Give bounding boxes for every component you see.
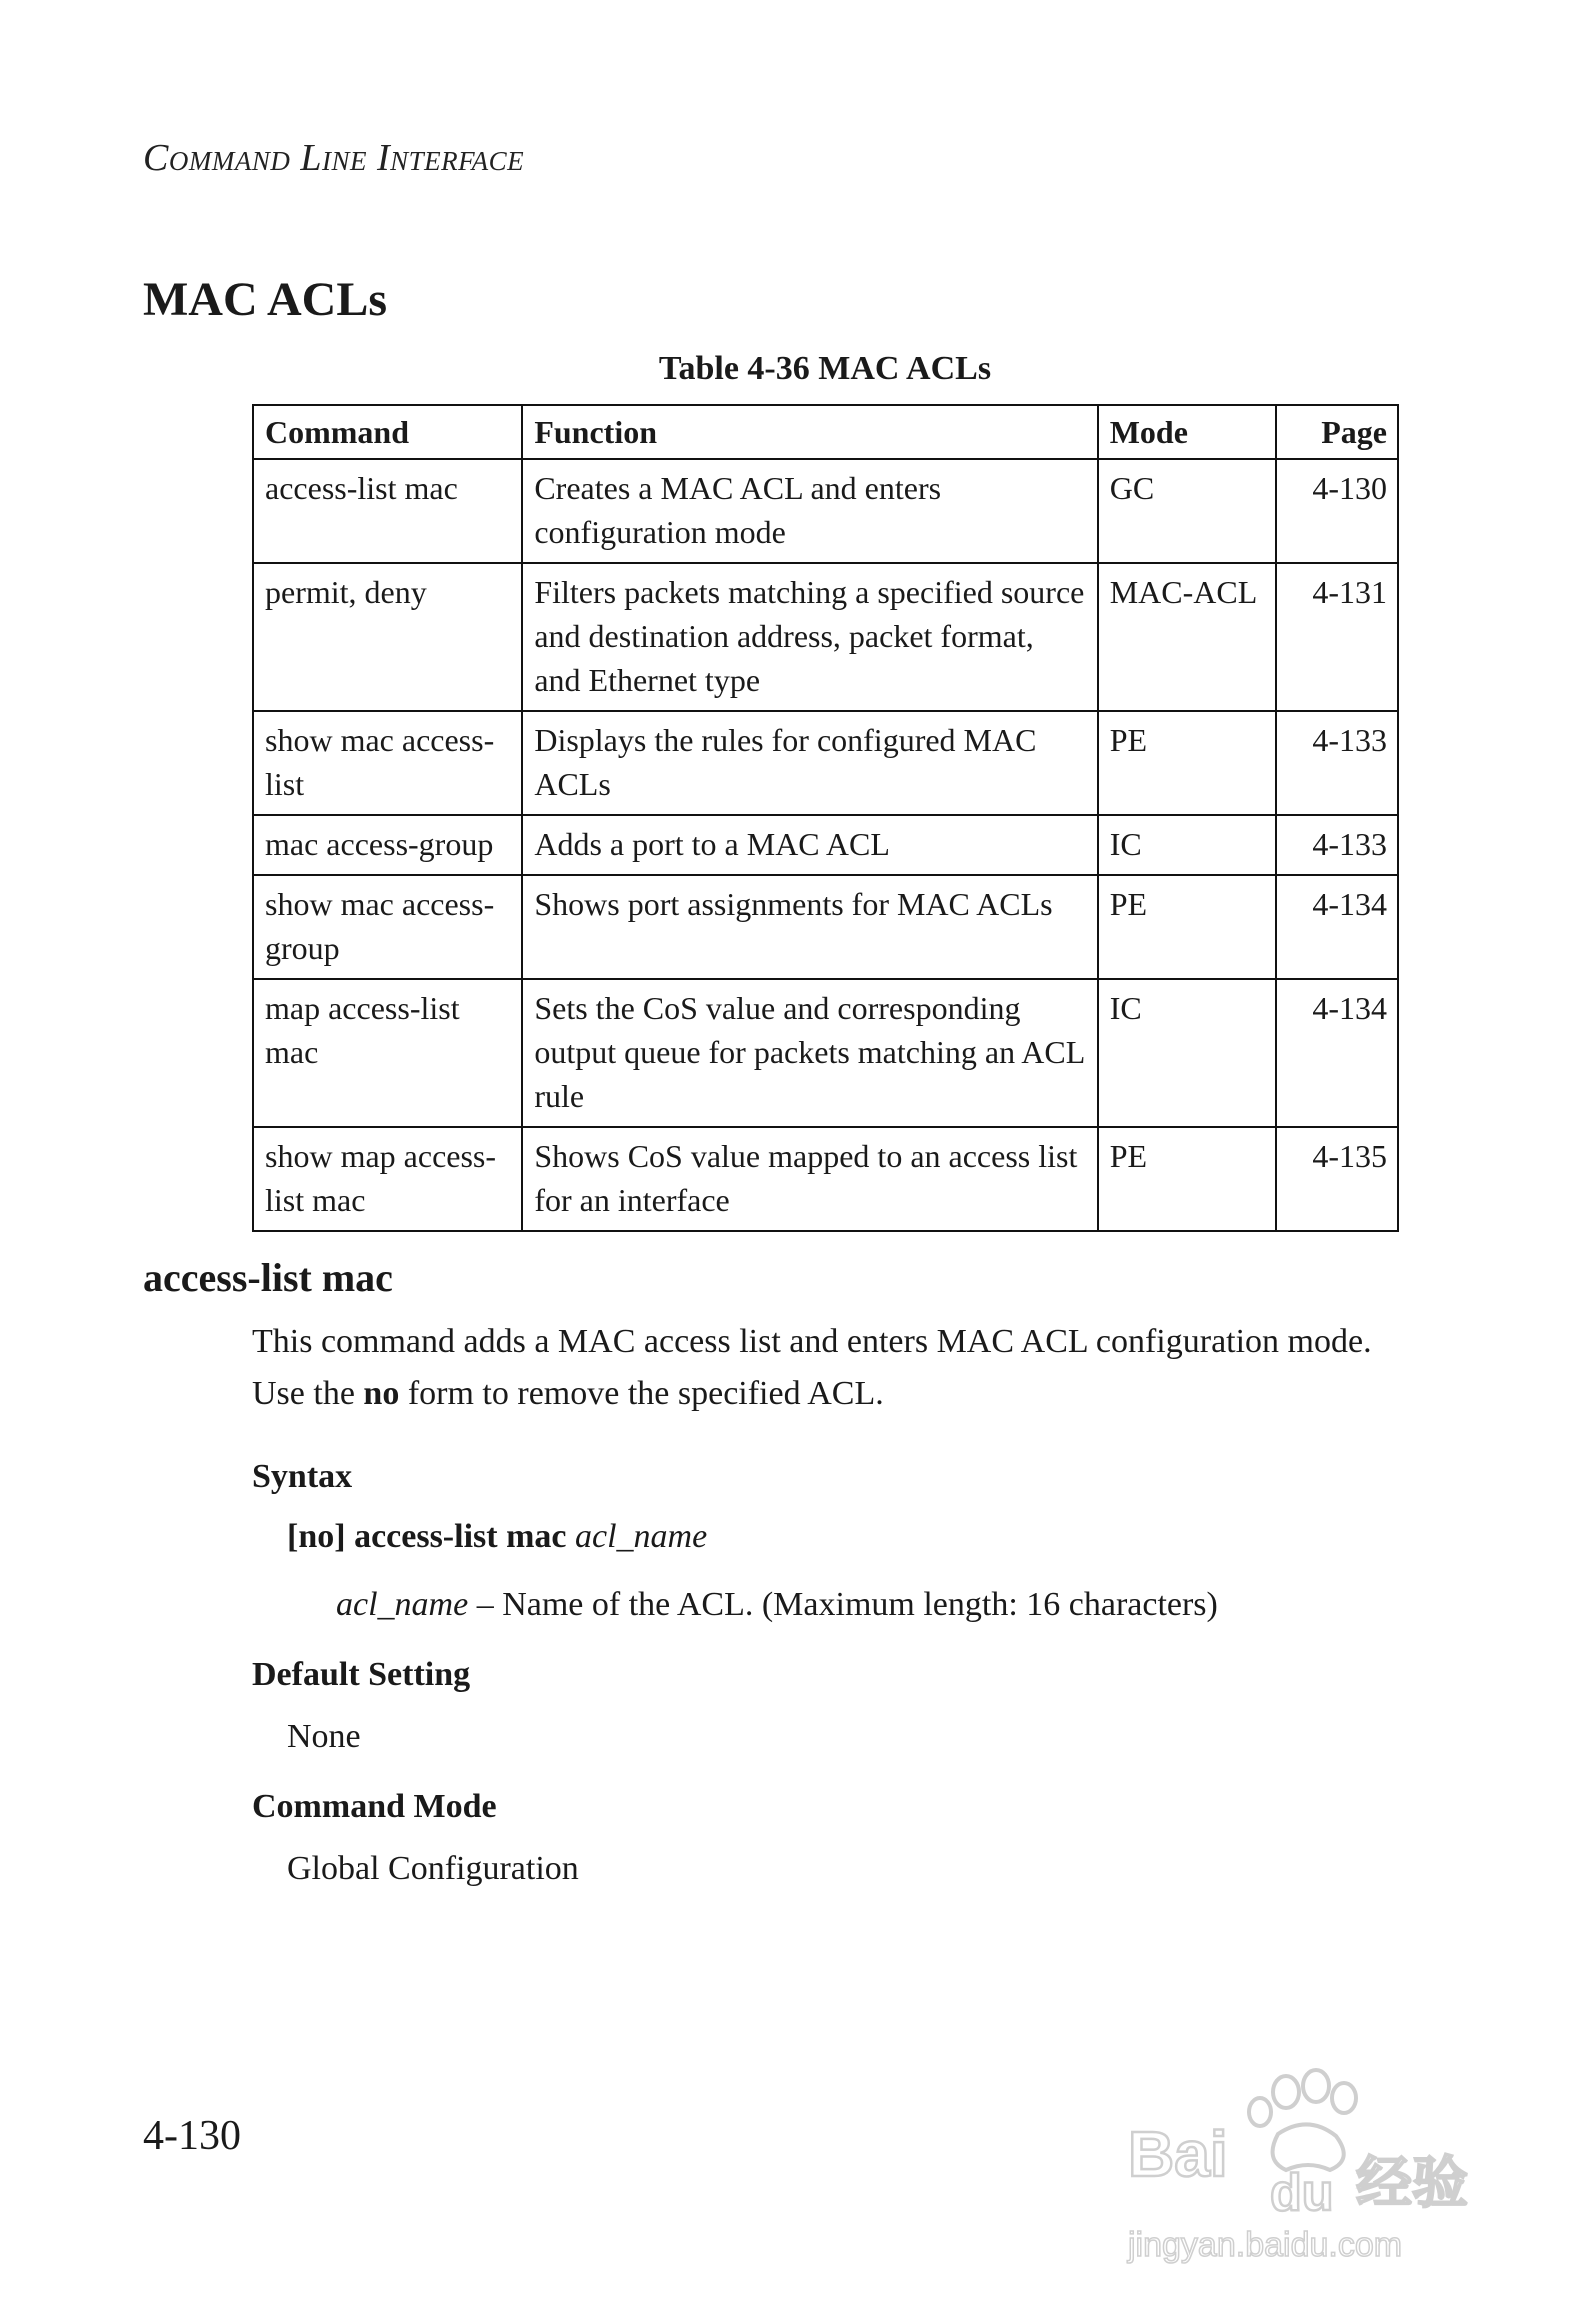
- header-command: Command: [253, 405, 522, 459]
- syntax-param: acl_name: [574, 1518, 708, 1555]
- table-row: [253, 563, 1398, 711]
- cell-mode: MAC-ACL: [1098, 563, 1276, 711]
- parameter-description: [336, 1586, 1218, 1624]
- cell-function: Creates a MAC ACL and enters configuration mode: [522, 459, 1097, 563]
- table-row: [253, 711, 1398, 815]
- description-text-2: form to remove the specified ACL.: [399, 1375, 884, 1412]
- section-title: MAC ACLs: [143, 273, 388, 326]
- default-setting-value: None: [287, 1718, 361, 1755]
- cell-mode: PE: [1098, 875, 1276, 979]
- cell-function: Shows CoS value mapped to an access list for an interface: [522, 1127, 1097, 1231]
- cell-command: access-list mac: [253, 459, 522, 563]
- cell-page: 4-131: [1276, 563, 1398, 711]
- cell-page: 4-130: [1276, 459, 1398, 563]
- syntax-heading: Syntax: [252, 1458, 353, 1495]
- table-row: [253, 815, 1398, 875]
- page-number: 4-130: [143, 2113, 241, 2159]
- param-text: – Name of the ACL. (Maximum length: 16 characters): [468, 1586, 1218, 1623]
- table-caption: Table 4-36 MAC ACLs: [658, 350, 992, 387]
- cell-command: show map access-list mac: [253, 1127, 522, 1231]
- cell-function: Filters packets matching a specified source and destination address, packet format, and Ethernet type: [522, 563, 1097, 711]
- cell-function: Sets the CoS value and corresponding output queue for packets matching an ACL rule: [522, 979, 1097, 1127]
- command-description: [252, 1316, 1412, 1420]
- command-mode-heading: Command Mode: [252, 1788, 497, 1825]
- header-mode: Mode: [1098, 405, 1276, 459]
- watermark-jingyan: 经验: [1356, 2151, 1468, 2216]
- syntax-no: [no]: [287, 1518, 346, 1555]
- cell-page: 4-133: [1276, 815, 1398, 875]
- cell-mode: IC: [1098, 979, 1276, 1127]
- cell-page: 4-133: [1276, 711, 1398, 815]
- cell-page: 4-135: [1276, 1127, 1398, 1231]
- cell-function: Shows port assignments for MAC ACLs: [522, 875, 1097, 979]
- mac-acl-table: [252, 404, 1399, 1232]
- table-row: [253, 875, 1398, 979]
- cell-function: Adds a port to a MAC ACL: [522, 815, 1097, 875]
- cell-command: show mac access-list: [253, 711, 522, 815]
- cell-command: permit, deny: [253, 563, 522, 711]
- cell-command: mac access-group: [253, 815, 522, 875]
- description-text-1: This command adds a MAC access list and enters MAC ACL configuration mode. Use the: [252, 1323, 1372, 1412]
- syntax-line: [287, 1518, 707, 1556]
- cell-command: map access-list mac: [253, 979, 522, 1127]
- description-keyword: no: [363, 1375, 400, 1412]
- cell-function: Displays the rules for configured MAC ACLs: [522, 711, 1097, 815]
- table-header-row: [253, 405, 1398, 459]
- param-name: acl_name: [336, 1586, 469, 1623]
- cell-page: 4-134: [1276, 979, 1398, 1127]
- cell-mode: PE: [1098, 1127, 1276, 1231]
- watermark-brand-du: du: [1270, 2164, 1334, 2222]
- watermark-brand: Bai: [1128, 2118, 1228, 2190]
- command-heading: access-list mac: [143, 1255, 393, 1300]
- syntax-keyword: access-list mac: [354, 1518, 567, 1555]
- cell-mode: IC: [1098, 815, 1276, 875]
- cell-mode: GC: [1098, 459, 1276, 563]
- header-page: Page: [1276, 405, 1398, 459]
- watermark-url: jingyan.baidu.com: [1128, 2226, 1403, 2264]
- table-row: [253, 459, 1398, 563]
- cell-command: show mac access-group: [253, 875, 522, 979]
- paw-icon: [1249, 2070, 1356, 2170]
- baidu-jingyan-watermark: [1118, 2064, 1498, 2264]
- table-row: [253, 979, 1398, 1127]
- running-head: Command Line Interface: [143, 137, 525, 179]
- cell-page: 4-134: [1276, 875, 1398, 979]
- table-row: [253, 1127, 1398, 1231]
- cell-mode: PE: [1098, 711, 1276, 815]
- command-mode-value: Global Configuration: [287, 1850, 579, 1887]
- header-function: Function: [522, 405, 1097, 459]
- default-setting-heading: Default Setting: [252, 1656, 471, 1693]
